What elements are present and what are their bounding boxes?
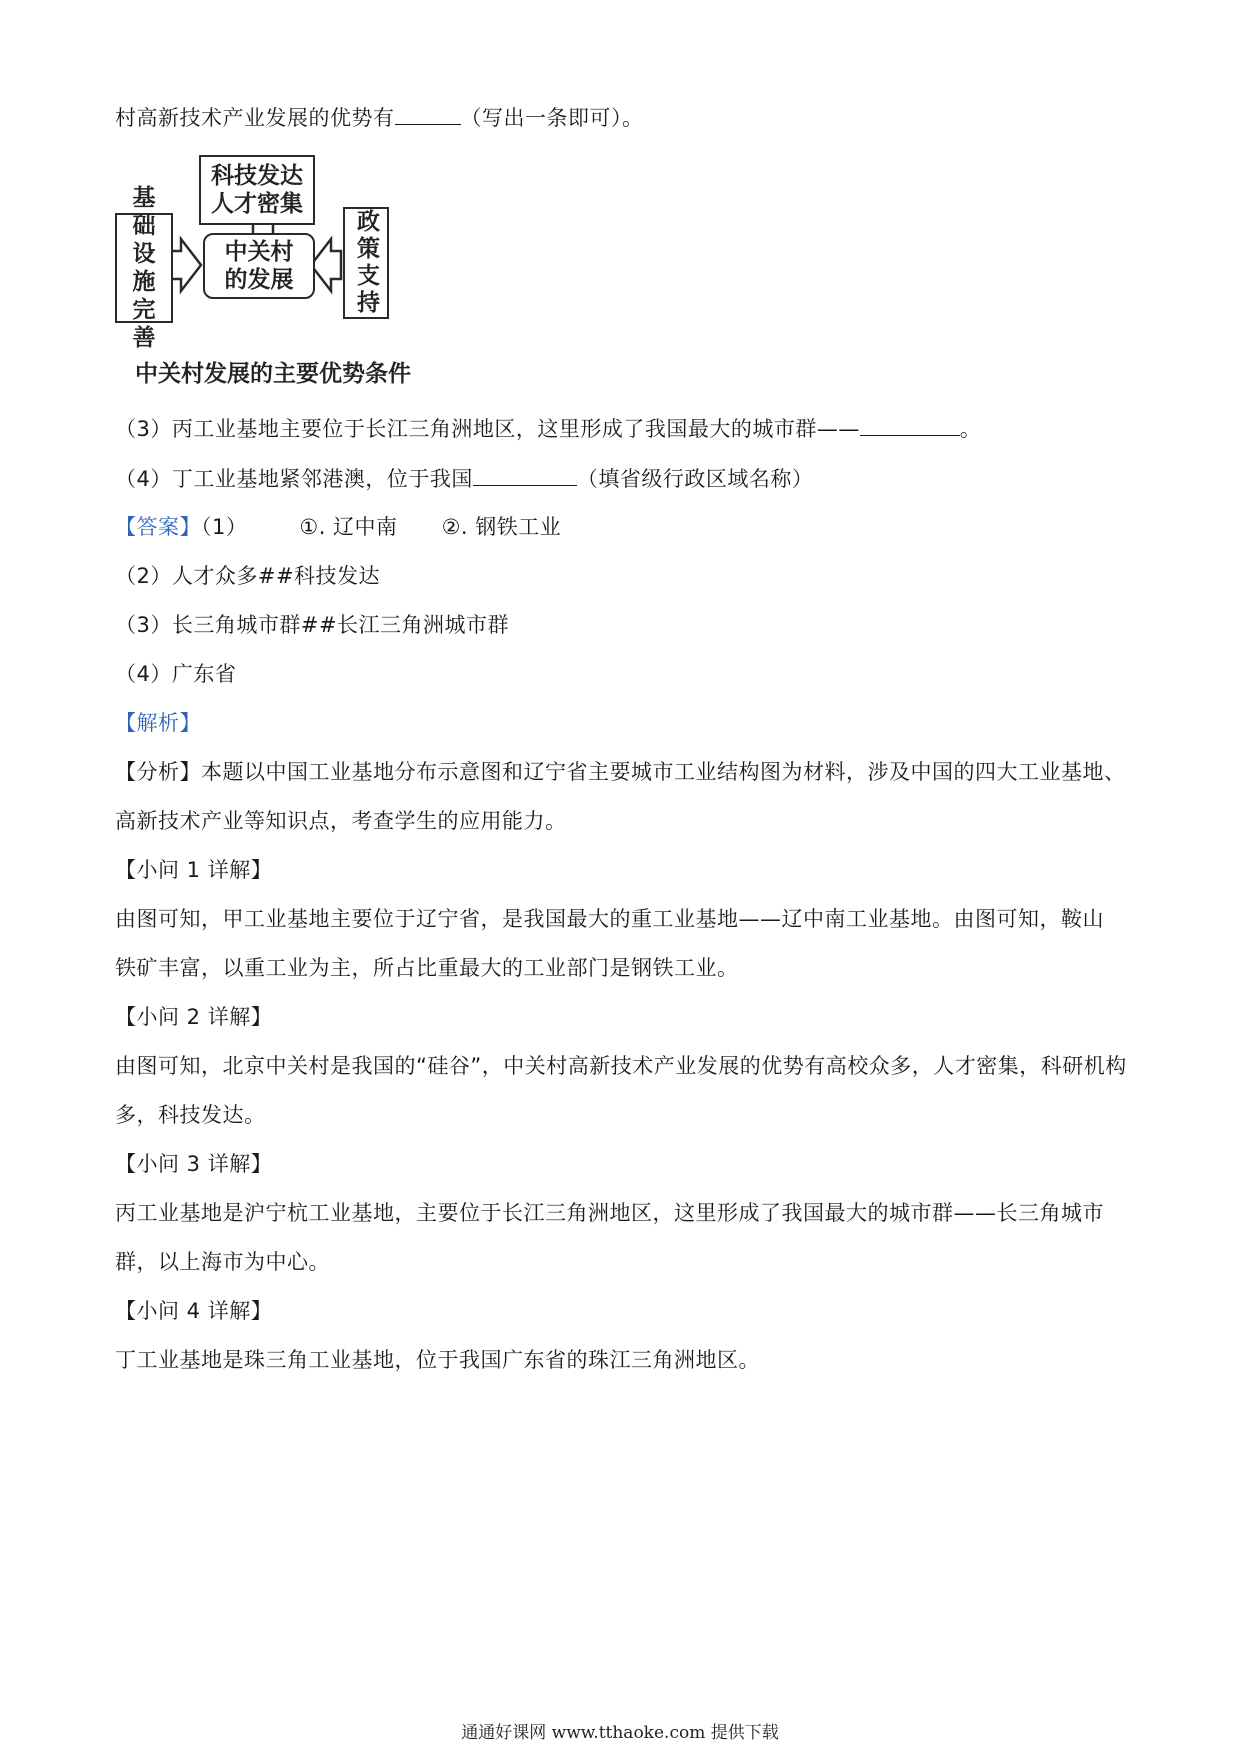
analysis-text: 【分析】本题以中国工业基地分布示意图和辽宁省主要城市工业结构图为材料，涉及中国的四大工业基地、: [115, 760, 1126, 784]
zhongguancun-advantages-diagram: [115, 155, 455, 395]
question-text: 。: [959, 417, 982, 441]
arrow-left-icon: [311, 239, 341, 291]
subquestion-1-text: 铁矿丰富，以重工业为主，所占比重最大的工业部门是钢铁工业。: [115, 956, 739, 980]
subquestion-1-title: 【小问 1 详解】: [115, 858, 273, 882]
subquestion-3-text: 群，以上海市为中心。: [115, 1250, 330, 1274]
center-box-label: 中关村的发展: [224, 238, 294, 293]
question-text: （写出一条即可）。: [460, 106, 644, 130]
page-footer: 通通好课网 www.tthaoke.com 提供下载: [461, 1723, 779, 1743]
answer-number: （1）: [201, 515, 248, 539]
left-box-label: 基础设施完善: [132, 184, 156, 351]
analysis-tag: 【解析】: [115, 711, 201, 735]
answer-blank: [395, 102, 461, 125]
question-text: （4）丁工业基地紧邻港澳，位于我国: [115, 467, 473, 491]
subquestion-2-text: 多，科技发达。: [115, 1103, 266, 1127]
arrow-right-icon: [171, 239, 201, 291]
answer-text: ②. 钢铁工业: [441, 515, 562, 539]
diagram-caption: 中关村发展的主要优势条件: [135, 360, 411, 387]
answer-tag: 【答案】: [115, 515, 201, 539]
question-text: 村高新技术产业发展的优势有: [115, 106, 395, 130]
subquestion-3-text: 丙工业基地是沪宁杭工业基地，主要位于长江三角洲地区，这里形成了我国最大的城市群——长三角城市: [115, 1201, 1104, 1225]
subquestion-1-text: 由图可知，甲工业基地主要位于辽宁省，是我国最大的重工业基地——辽中南工业基地。由图可知，鞍山: [115, 907, 1104, 931]
question-2-tail: [115, 102, 644, 133]
answer-line-4: （4）广东省: [115, 662, 237, 686]
top-box: [199, 155, 315, 225]
center-box: [203, 233, 315, 299]
question-4: [115, 463, 813, 494]
question-3: [115, 413, 981, 444]
answer-text: ①. 辽中南: [299, 515, 398, 539]
question-text: （填省级行政区域名称）: [576, 467, 814, 491]
subquestion-2-title: 【小问 2 详解】: [115, 1005, 273, 1029]
left-box: [115, 184, 173, 351]
subquestion-4-text: 丁工业基地是珠三角工业基地，位于我国广东省的珠江三角洲地区。: [115, 1348, 760, 1372]
subquestion-4-title: 【小问 4 详解】: [115, 1299, 273, 1323]
subquestion-2-text: 由图可知，北京中关村是我国的“硅谷”，中关村高新技术产业发展的优势有高校众多，人才密集，科研机构: [115, 1054, 1127, 1078]
right-box-label: 政策支持: [353, 209, 380, 317]
answer-line-3: （3）长三角城市群##长江三角洲城市群: [115, 613, 510, 637]
right-box: [343, 207, 389, 319]
answer-line-1: [115, 512, 561, 542]
top-box-label: 科技发达人才密集: [211, 162, 303, 217]
subquestion-3-title: 【小问 3 详解】: [115, 1152, 273, 1176]
question-text: （3）丙工业基地主要位于长江三角洲地区，这里形成了我国最大的城市群——: [115, 417, 860, 441]
answer-blank: [860, 413, 960, 436]
analysis-text: 高新技术产业等知识点，考查学生的应用能力。: [115, 809, 567, 833]
answer-line-2: （2）人才众多##科技发达: [115, 564, 381, 588]
answer-blank: [473, 463, 577, 486]
